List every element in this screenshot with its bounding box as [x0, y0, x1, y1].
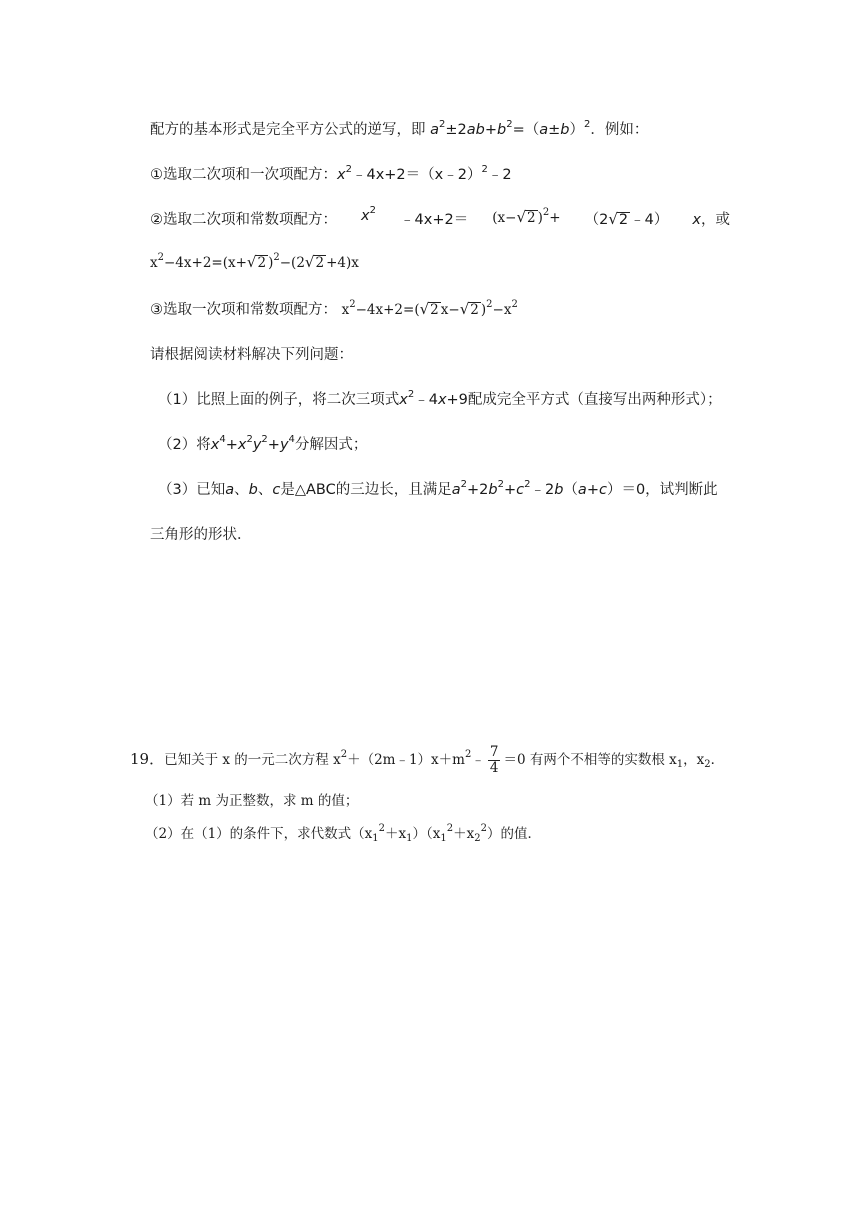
- example-2: ②选取二次项和常数项配方： $x^2$ ﹣4x+2＝ (x−√2 )$^2$+ （2√2 ﹣4） x，或: [150, 205, 730, 228]
- fraction: $\frac{7}{4}$: [489, 744, 499, 776]
- question-1: （1）比照上面的例子，将二次三项式$x^2﹣4x+9$配成完全平方式（直接写出两种形式）；: [158, 389, 722, 408]
- question-3-cont: 三角形的形状．: [150, 527, 252, 543]
- example-3: ③选取一次项和常数项配方： $x^2-4x+2=(√2$ x−√2 )$^2-x^2$: [150, 299, 518, 318]
- question-number: 19．: [130, 749, 165, 768]
- prompt: 请根据阅读材料解决下列问题：: [150, 347, 353, 363]
- question-2: （2）将$x^4+x^2y^2+y^4$分解因式；: [158, 434, 368, 453]
- question-19-sub-2: （2）在（1）的条件下，求代数式$(x_1^2+x_1)(x_1^2+x_2^2)$的值．: [145, 823, 542, 844]
- question-19-stem: 19．已知关于 x 的一元二次方程 $x^2+(2m﹣1)x+m^2﹣$ $\frac{7}{4}$ ＝0 有两个不相等的实数根 $x_1$，$x_2$．: [130, 744, 725, 776]
- example-2-alt: $x^2-4x+2=(x+√2$ )$^2$−(2√2 +4)x: [150, 252, 359, 271]
- question-19-sub-1: （1）若 m 为正整数，求 m 的值；: [145, 793, 359, 809]
- example-1: ①选取二次项和一次项配方：$x^2﹣4x+2=(x﹣2)^2﹣2$: [150, 164, 512, 183]
- question-3: （3）已知a、b、c是△ABC的三边长，且满足$a^2+2b^2+c^2﹣2b(a+c)=0$，试判断此: [158, 479, 718, 498]
- material-intro: 配方的基本形式是完全平方公式的逆写，即 $a^2\pm 2ab+b^2=(a\pm b)^2$．例如：: [150, 119, 649, 138]
